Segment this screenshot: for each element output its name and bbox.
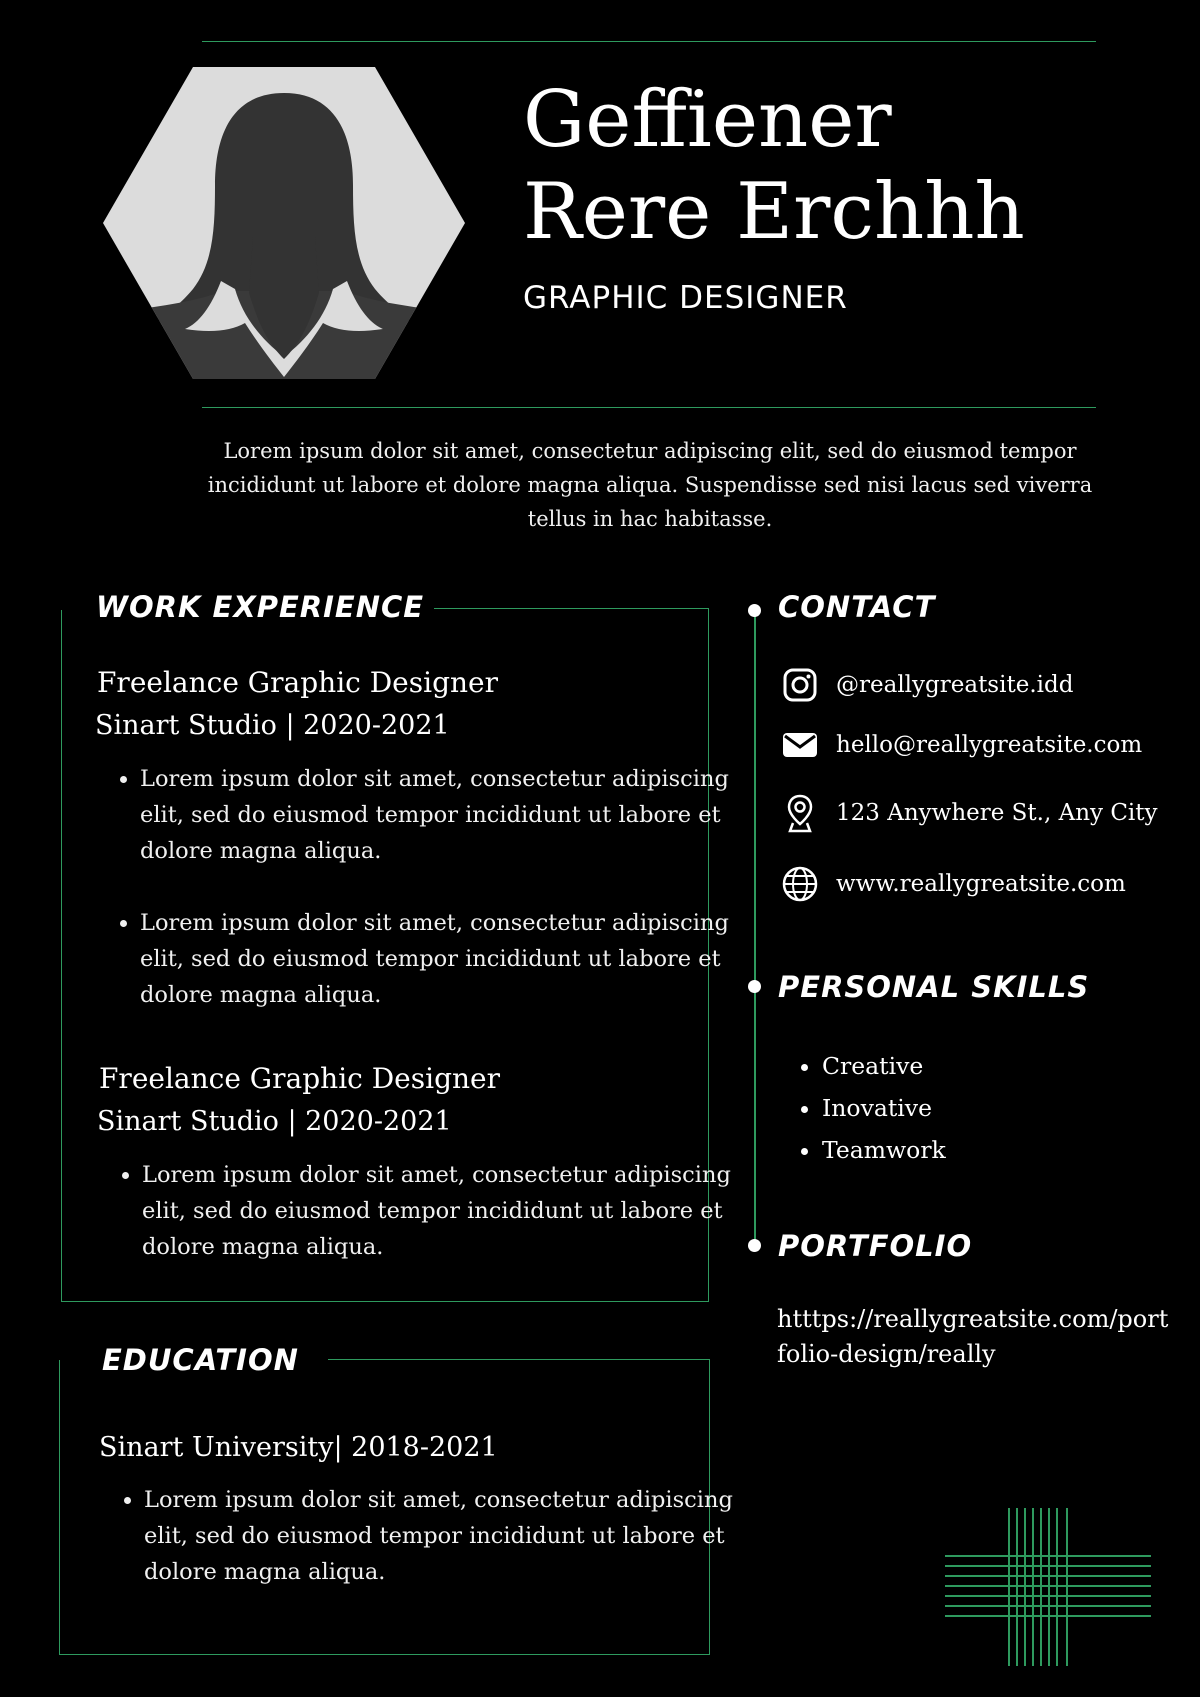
timeline-dot-skills: [748, 980, 761, 993]
education-title: EDUCATION: [92, 1343, 309, 1377]
contact-email[interactable]: [780, 725, 1142, 765]
education-box-bottom: [59, 1654, 710, 1655]
contact-instagram[interactable]: [780, 665, 1073, 705]
list-item: • Lorem ipsum dolor sit amet, consectetur adipiscing elit, sed do eiusmod tempor incididunt ut labore et dolore magna aliqua.: [144, 1482, 744, 1590]
personal-skills-title: PERSONAL SKILLS: [768, 970, 1099, 1004]
name-line-2: Rere Erchhh: [523, 167, 1025, 257]
header-bottom-line: [202, 407, 1096, 408]
job-2-title: Freelance Graphic Designer: [99, 1062, 500, 1095]
list-item: • Lorem ipsum dolor sit amet, consectetur adipiscing elit, sed do eiusmod tempor incididunt ut labore et dolore magna aliqua.: [140, 905, 740, 1013]
job-1-title: Freelance Graphic Designer: [97, 666, 498, 699]
header-top-line: [202, 41, 1096, 42]
portfolio-title: PORTFOLIO: [768, 1229, 982, 1263]
globe-icon: [780, 864, 820, 904]
work-experience-title: WORK EXPERIENCE: [86, 590, 434, 624]
contact-email-text: hello@reallygreatsite.com: [836, 732, 1143, 758]
name-line-1: Geffiener: [523, 75, 892, 165]
list-item: • Inovative: [822, 1087, 946, 1129]
list-item: • Lorem ipsum dolor sit amet, consectetur adipiscing elit, sed do eiusmod tempor incididunt ut labore et dolore magna aliqua.: [140, 761, 740, 869]
timeline-line: [754, 610, 756, 1246]
instagram-icon: [780, 665, 820, 705]
contact-website[interactable]: [780, 864, 1126, 904]
list-item: • Teamwork: [822, 1129, 946, 1171]
profile-photo: [103, 67, 465, 379]
contact-instagram-text: @reallygreatsite.idd: [836, 672, 1074, 698]
person-name: [523, 74, 1025, 258]
work-box-left: [61, 610, 62, 1302]
education-box-left: [59, 1360, 60, 1654]
job-2-company: Sinart Studio | 2020-2021: [97, 1106, 452, 1137]
contact-website-text: www.reallygreatsite.com: [836, 871, 1126, 897]
decorative-grid: [945, 1508, 1151, 1666]
education-school: Sinart University| 2018-2021: [99, 1432, 498, 1463]
location-pin-icon: [780, 793, 820, 833]
skills-list: [780, 1045, 946, 1171]
education-box-top: [328, 1359, 710, 1360]
mail-icon: [780, 725, 820, 765]
profile-summary: Lorem ipsum dolor sit amet, consectetur adipiscing elit, sed do eiusmod tempor incididunt ut labore et dolore magna aliqua. Suspendisse sed nisi lacus sed viverra tellus in hac habitasse.: [207, 439, 1093, 531]
education-bullets: [100, 1482, 744, 1590]
list-item: • Lorem ipsum dolor sit amet, consectetur adipiscing elit, sed do eiusmod tempor incididunt ut labore et dolore magna aliqua.: [142, 1157, 742, 1265]
job-1-bullets: [96, 761, 740, 1013]
timeline-dot-portfolio: [748, 1239, 761, 1252]
job-2-bullets: [98, 1157, 742, 1265]
work-box-bottom: [61, 1301, 709, 1302]
work-box-top: [428, 608, 709, 609]
job-1-company: Sinart Studio | 2020-2021: [95, 710, 450, 741]
contact-title: CONTACT: [768, 590, 945, 624]
contact-address-text: 123 Anywhere St., Any City: [836, 800, 1158, 826]
contact-address: [780, 793, 1158, 833]
list-item: • Creative: [822, 1045, 946, 1087]
job-role: GRAPHIC DESIGNER: [523, 280, 848, 316]
timeline-dot-contact: [748, 604, 761, 617]
portfolio-link[interactable]: htttps://reallygreatsite.com/portfolio-design/really: [777, 1305, 1169, 1368]
